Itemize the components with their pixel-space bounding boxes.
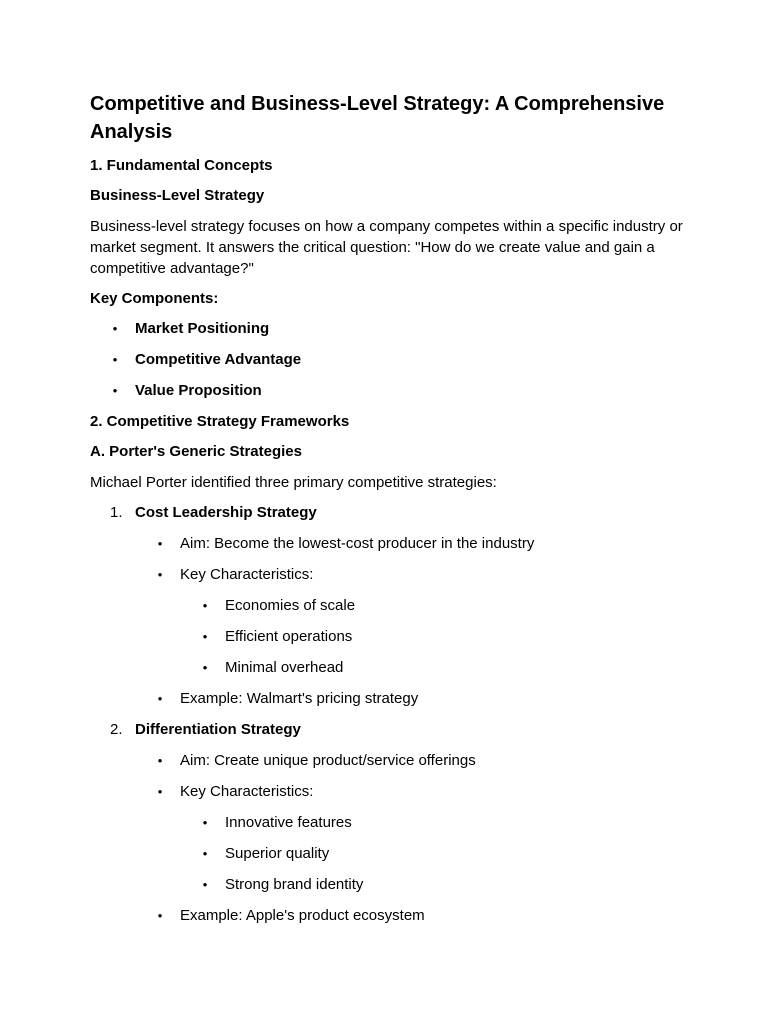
- document-title: Competitive and Business-Level Strategy: A Comprehensive Analysis: [90, 93, 665, 143]
- list-item: [90, 906, 690, 926]
- bullet-icon: •: [157, 908, 163, 923]
- list-item-text: Competitive Advantage: [135, 351, 302, 368]
- bullet-icon: •: [202, 846, 208, 861]
- list-item-text: Market Positioning: [135, 320, 270, 337]
- bullet-icon: •: [157, 536, 163, 551]
- paragraph-business-level-strategy: Business-level strategy focuses on how a company competes within a specific industry or market segment. It answers the critical question: "How do we create value and gain a competitive advantage?": [90, 218, 683, 277]
- bullet-icon: •: [112, 352, 118, 367]
- bullet-icon: •: [202, 660, 208, 675]
- strategy-item-cost-leadership: [90, 503, 690, 523]
- characteristic-text: Superior quality: [225, 845, 330, 862]
- characteristic-text: Economies of scale: [225, 597, 356, 614]
- strategy-aim: Aim: Create unique product/service offerings: [180, 752, 476, 769]
- list-item: [90, 319, 690, 339]
- list-item: [90, 381, 690, 401]
- list-item: [90, 751, 690, 771]
- bullet-icon: •: [157, 691, 163, 706]
- strategy-example: Example: Walmart's pricing strategy: [180, 690, 419, 707]
- list-item: [90, 875, 690, 895]
- list-item: [90, 627, 690, 647]
- key-characteristics-label: Key Characteristics:: [180, 783, 314, 800]
- subheading-business-level-strategy: Business-Level Strategy: [90, 187, 265, 204]
- key-characteristics-label: Key Characteristics:: [180, 566, 314, 583]
- bullet-icon: •: [157, 753, 163, 768]
- list-item: [90, 813, 690, 833]
- list-number: 2.: [110, 721, 123, 738]
- strategy-aim: Aim: Become the lowest-cost producer in the industry: [180, 535, 535, 552]
- bullet-icon: •: [157, 567, 163, 582]
- list-number: 1.: [110, 504, 123, 521]
- characteristic-text: Minimal overhead: [225, 659, 344, 676]
- section-heading-competitive-strategy-frameworks: 2. Competitive Strategy Frameworks: [90, 413, 350, 430]
- bullet-icon: •: [202, 629, 208, 644]
- list-item: [90, 534, 690, 554]
- bullet-icon: •: [202, 877, 208, 892]
- characteristic-text: Strong brand identity: [225, 876, 364, 893]
- list-item: [90, 689, 690, 709]
- bullet-icon: •: [202, 815, 208, 830]
- bullet-icon: •: [112, 383, 118, 398]
- list-item: [90, 565, 690, 585]
- list-item-text: Value Proposition: [135, 382, 262, 399]
- characteristic-text: Innovative features: [225, 814, 352, 831]
- strategy-name: Cost Leadership Strategy: [135, 504, 317, 521]
- document-content: [90, 90, 690, 937]
- bullet-icon: •: [202, 598, 208, 613]
- list-item: [90, 350, 690, 370]
- list-item: [90, 782, 690, 802]
- bullet-icon: •: [157, 784, 163, 799]
- key-components-label: Key Components:: [90, 290, 219, 307]
- strategy-example: Example: Apple's product ecosystem: [180, 907, 425, 924]
- strategy-item-differentiation: [90, 720, 690, 740]
- list-item: [90, 658, 690, 678]
- section-heading-fundamental-concepts: 1. Fundamental Concepts: [90, 157, 273, 174]
- strategies-list: [90, 503, 690, 926]
- list-item: [90, 596, 690, 616]
- strategy-name: Differentiation Strategy: [135, 721, 301, 738]
- subheading-porters-generic-strategies: A. Porter's Generic Strategies: [90, 443, 302, 460]
- list-item: [90, 844, 690, 864]
- key-components-list: [90, 319, 690, 401]
- paragraph-porter-intro: Michael Porter identified three primary competitive strategies:: [90, 474, 497, 491]
- bullet-icon: •: [112, 321, 118, 336]
- characteristic-text: Efficient operations: [225, 628, 353, 645]
